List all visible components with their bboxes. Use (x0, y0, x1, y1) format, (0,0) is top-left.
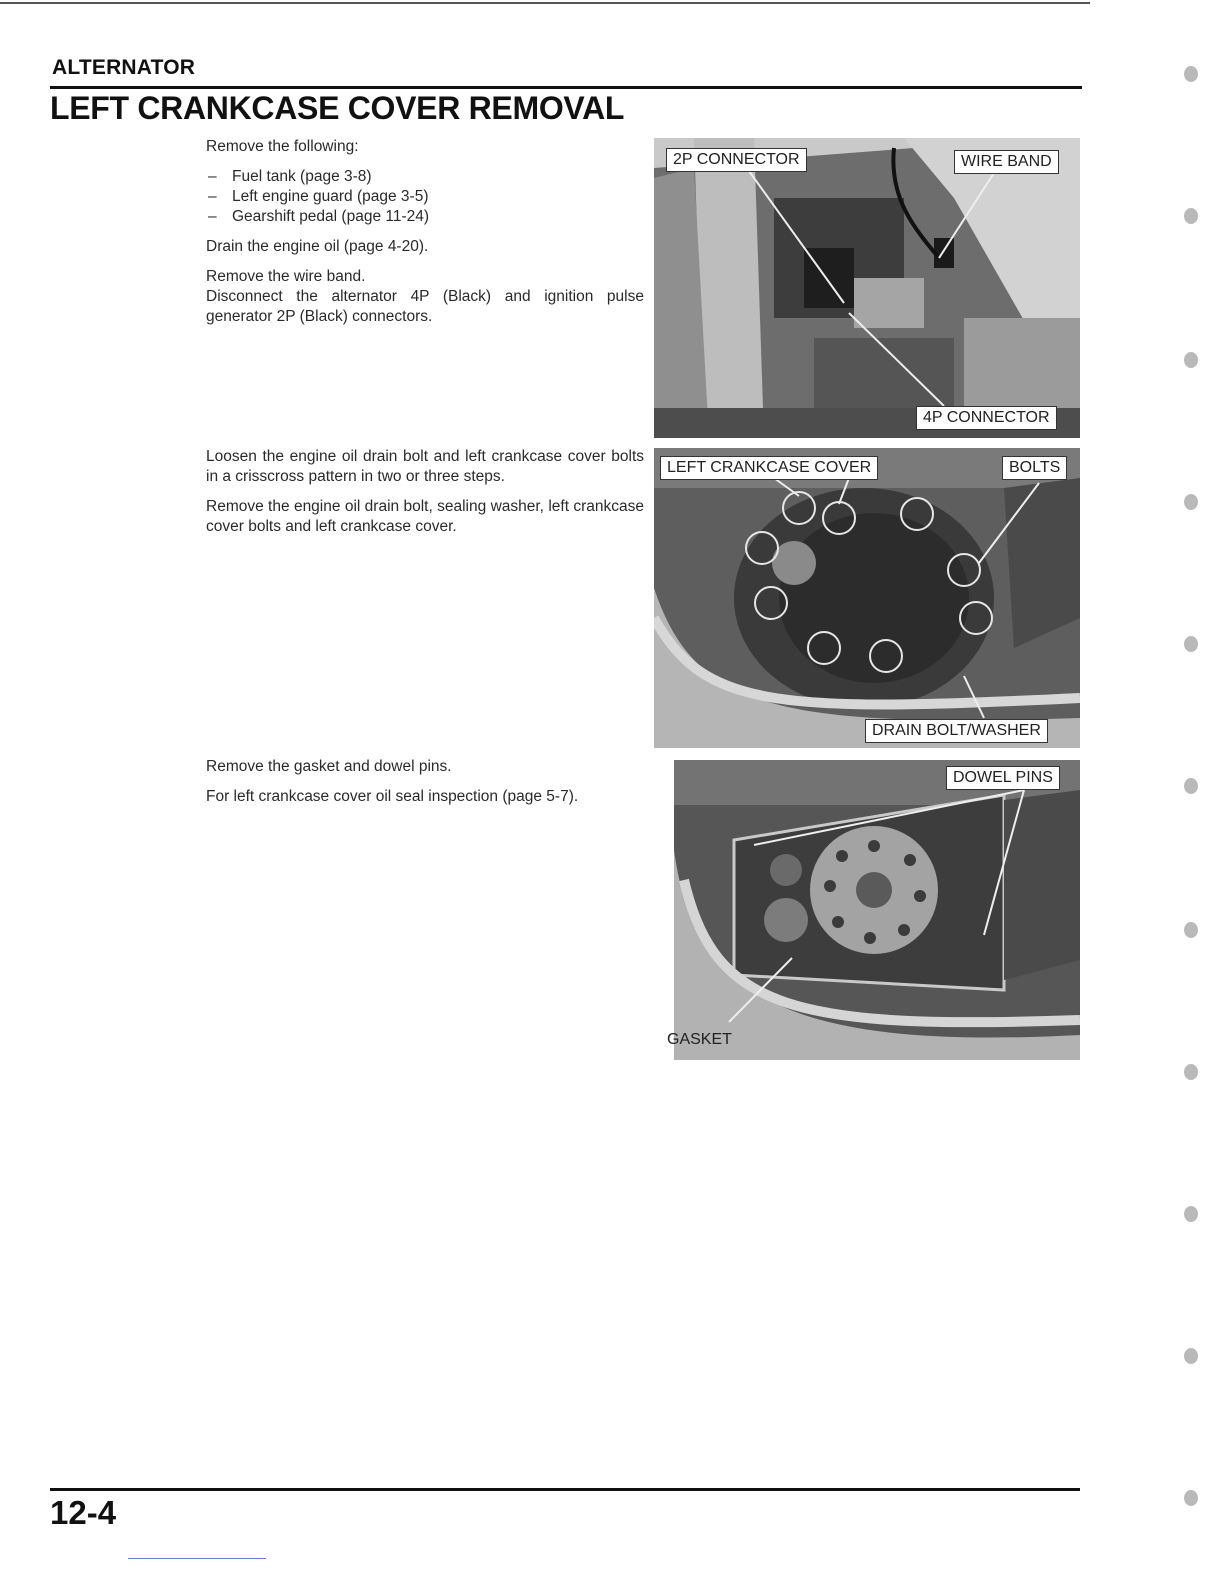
remove-cover-text: Remove the engine oil drain bolt, sealing washer, left crankcase cover bolts and left crankcase cover. (206, 498, 644, 535)
binder-hole (1184, 778, 1198, 794)
label-left-crankcase-cover: LEFT CRANKCASE COVER (660, 456, 878, 480)
list-item: – Fuel tank (page 3-8) (206, 167, 644, 187)
disconnect-text: Disconnect the alternator 4P (Black) and ignition pulse generator 2P (Black) connectors. (206, 288, 644, 325)
photo-gasket-image (674, 760, 1080, 1060)
binder-hole (1184, 208, 1198, 224)
binder-hole (1184, 1348, 1198, 1364)
footer-link-line (128, 1558, 266, 1559)
label-dowel-pins: DOWEL PINS (946, 766, 1060, 790)
section-label: ALTERNATOR (52, 56, 196, 79)
photo-gasket-dowel-pins (674, 760, 1080, 1060)
photo-connectors (654, 138, 1080, 438)
label-wire-band: WIRE BAND (954, 150, 1059, 174)
label-bolts: BOLTS (1002, 456, 1067, 480)
list-item: – Left engine guard (page 3-5) (206, 187, 644, 207)
oil-seal-text: For left crankcase cover oil seal inspection (page 5-7). (206, 788, 579, 805)
removal-list (206, 167, 644, 227)
photo-crankcase-cover-image (654, 448, 1080, 748)
label-4p-connector: 4P CONNECTOR (916, 406, 1057, 430)
binder-hole (1184, 66, 1198, 82)
top-rule (0, 2, 1090, 4)
loosen-text: Loosen the engine oil drain bolt and left crankcase cover bolts in a crisscross pattern in two or three steps. (206, 448, 644, 485)
binder-hole (1184, 494, 1198, 510)
list-item: – Gearshift pedal (page 11-24) (206, 207, 644, 227)
photo-crankcase-cover (654, 448, 1080, 748)
intro-text: Remove the following: (206, 138, 359, 155)
binder-hole (1184, 1206, 1198, 1222)
instructions-block-2 (206, 447, 644, 547)
page-title: LEFT CRANKCASE COVER REMOVAL (50, 90, 625, 126)
gasket-text: Remove the gasket and dowel pins. (206, 758, 452, 775)
label-2p-connector: 2P CONNECTOR (666, 148, 807, 172)
binder-hole (1184, 922, 1198, 938)
instructions-block-3 (206, 757, 644, 817)
binder-hole (1184, 352, 1198, 368)
binder-hole (1184, 1064, 1198, 1080)
wire-band-text: Remove the wire band. (206, 268, 366, 285)
instructions-block-1 (206, 137, 644, 337)
label-drain-bolt-washer: DRAIN BOLT/WASHER (865, 719, 1048, 743)
binder-hole (1184, 636, 1198, 652)
drain-oil-text: Drain the engine oil (page 4-20). (206, 238, 429, 255)
binder-hole (1184, 1490, 1198, 1506)
header-rule (50, 86, 1082, 89)
page-number: 12-4 (50, 1494, 117, 1531)
footer-rule (50, 1488, 1080, 1491)
label-gasket: GASKET (667, 1031, 732, 1048)
photo-connectors-image (654, 138, 1080, 438)
